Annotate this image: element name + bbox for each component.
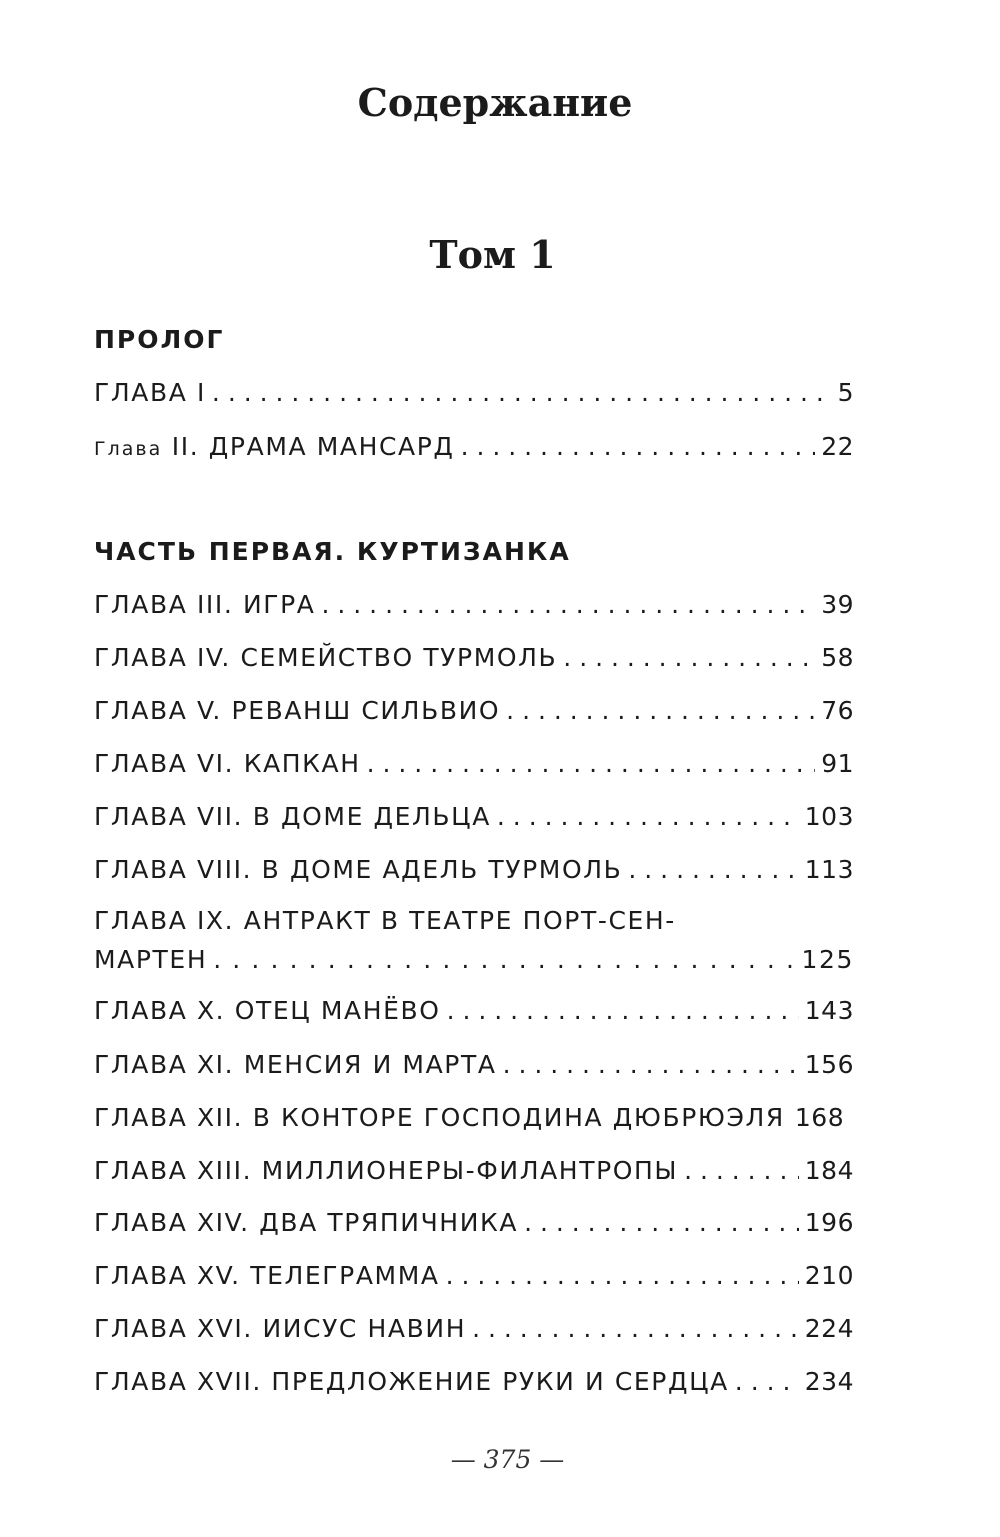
toc-entry-label: ГЛАВА XV. ТЕЛЕГРАММА [94, 1261, 440, 1290]
toc-entry-label: ГЛАВА VII. В ДОМЕ ДЕЛЬЦА [94, 802, 491, 831]
toc-entry [94, 1208, 854, 1237]
toc-entry [94, 590, 854, 619]
toc-entry-page: 196 [804, 1208, 854, 1237]
toc-entry [94, 855, 854, 884]
section-heading-prologue: ПРОЛОГ [94, 325, 225, 354]
toc-entry-label-prefix: Глава [94, 438, 163, 460]
toc-entry-label: ГЛАВА IV. СЕМЕЙСТВО ТУРМОЛЬ [94, 643, 558, 672]
toc-entry-label-continued: МАРТЕН [94, 945, 208, 974]
section-heading-part-one: ЧАСТЬ ПЕРВАЯ. КУРТИЗАНКА [94, 537, 571, 566]
toc-entry-label-text: II. ДРАМА МАНСАРД [162, 432, 455, 461]
toc-entry [94, 996, 854, 1025]
toc-entry-label: ГЛАВА IX. АНТРАКТ В ТЕАТРЕ ПОРТ-СЕН- [94, 906, 676, 935]
toc-entry-label: ГЛАВА I [94, 378, 206, 407]
toc-entry [94, 1261, 854, 1290]
page-number: — 375 — [450, 1445, 565, 1474]
toc-entry-page: 234 [804, 1367, 854, 1396]
toc-entry-page: 184 [804, 1156, 854, 1185]
dot-leader [461, 432, 816, 461]
toc-entry-label: ГЛАВА V. РЕВАНШ СИЛЬВИО [94, 696, 501, 725]
dot-leader [446, 1261, 799, 1290]
toc-entry-label: ГЛАВА XVII. ПРЕДЛОЖЕНИЕ РУКИ И СЕРДЦА [94, 1367, 729, 1396]
toc-entry-page: 103 [804, 802, 854, 831]
toc-entry-page: 210 [804, 1261, 854, 1290]
toc-entry-page: 58 [821, 643, 854, 672]
toc-entry [94, 1314, 854, 1343]
toc-entry [94, 378, 854, 407]
dot-leader [212, 378, 832, 407]
dot-leader [322, 590, 816, 619]
toc-entry-page: 113 [804, 855, 854, 884]
toc-entry-label: ГЛАВА XIII. МИЛЛИОНЕРЫ-ФИЛАНТРОПЫ [94, 1156, 679, 1185]
dot-leader [497, 802, 799, 831]
toc-entry-page: 91 [821, 749, 854, 778]
toc-entry [94, 749, 854, 778]
dot-leader [735, 1367, 799, 1396]
dot-leader [503, 1050, 799, 1079]
toc-entry-label: ГЛАВА XI. МЕНСИЯ И МАРТА [94, 1050, 497, 1079]
toc-entry-page: 168 [794, 1103, 845, 1132]
dot-leader [524, 1208, 799, 1237]
toc-entry-page: 39 [821, 590, 854, 619]
toc-entry-label: ГЛАВА VIII. В ДОМЕ АДЕЛЬ ТУРМОЛЬ [94, 855, 623, 884]
page-title: Содержание [357, 80, 633, 125]
toc-entry-label: ГЛАВА VI. КАПКАН [94, 749, 361, 778]
toc-entry-label: ГЛАВА III. ИГРА [94, 590, 316, 619]
toc-entry-page: 143 [804, 996, 854, 1025]
toc-entry-label: ГЛАВА XVI. ИИСУС НАВИН [94, 1314, 467, 1343]
toc-entry [94, 1156, 854, 1185]
toc-entry-line-2 [94, 945, 854, 974]
toc-entry-page: 5 [837, 378, 854, 407]
toc-entry [94, 802, 854, 831]
toc-entry [94, 1367, 854, 1396]
toc-entry-label: ГЛАВА X. ОТЕЦ МАНЁВО [94, 996, 441, 1025]
dot-leader [628, 855, 798, 884]
toc-entry [94, 1103, 894, 1132]
toc-entry [94, 1050, 854, 1079]
toc-entry [94, 906, 854, 974]
toc-entry-page: 22 [821, 432, 854, 461]
dot-leader [684, 1156, 799, 1185]
dot-leader [472, 1314, 799, 1343]
dot-leader [447, 996, 799, 1025]
toc-entry-label: ГЛАВА XIV. ДВА ТРЯПИЧНИКА [94, 1208, 519, 1237]
toc-entry-page: 224 [804, 1314, 854, 1343]
toc-entry-label: ГЛАВА XII. В КОНТОРЕ ГОСПОДИНА ДЮБРЮЭЛЯ [94, 1103, 785, 1132]
toc-entry [94, 432, 854, 461]
toc-entry-page: 76 [821, 696, 854, 725]
toc-entry [94, 696, 854, 725]
toc-entry-page: 156 [804, 1050, 854, 1079]
toc-entry-label [94, 432, 455, 461]
dot-leader [213, 945, 795, 974]
toc-entry-page: 125 [801, 945, 854, 974]
volume-title: Том 1 [429, 232, 556, 277]
dot-leader [367, 749, 816, 778]
dot-leader [506, 696, 815, 725]
dot-leader [563, 643, 815, 672]
toc-entry [94, 643, 854, 672]
